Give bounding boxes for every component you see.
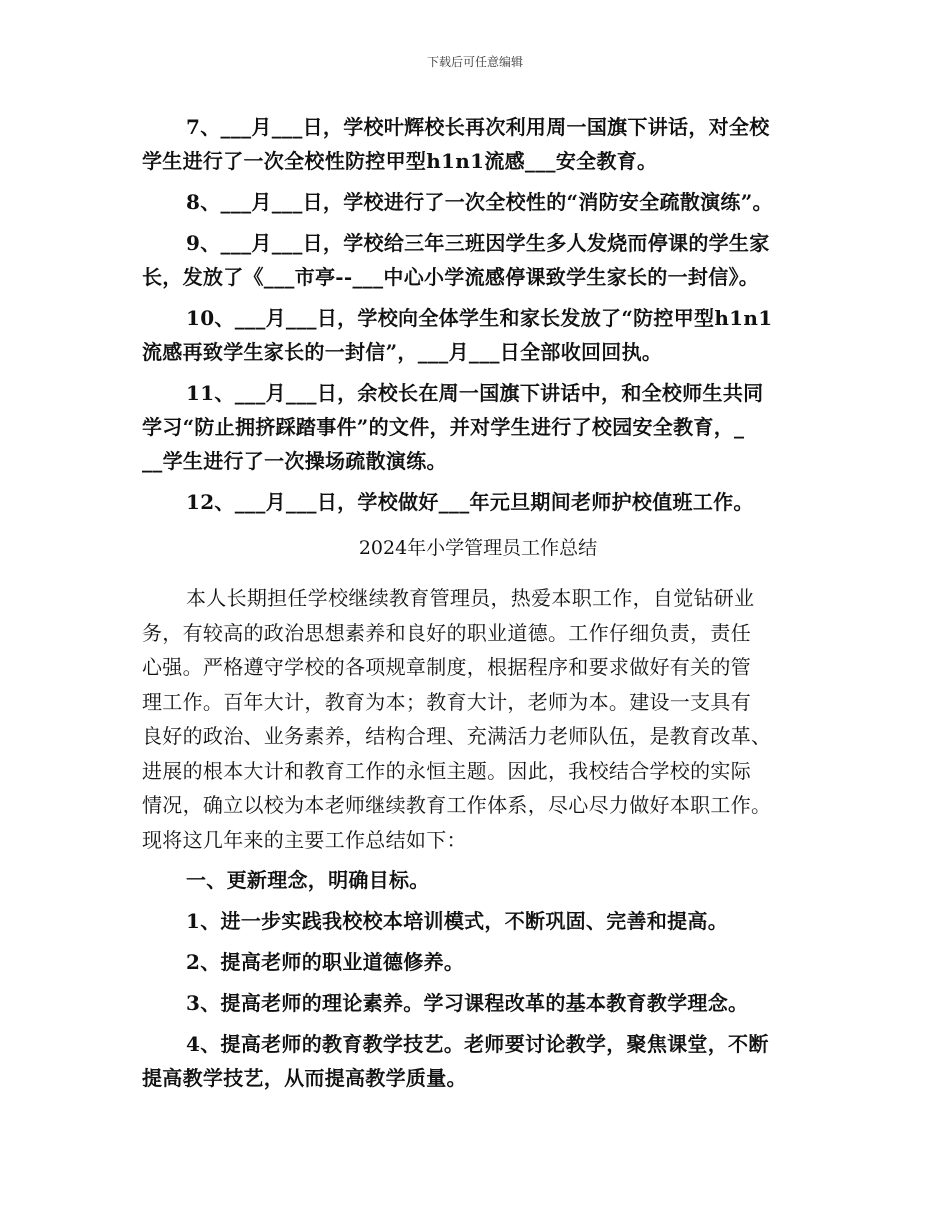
text-line: 12、___月___日，学校做好___年元旦期间老师护校值班工作。 [186, 490, 754, 514]
text-line: 学习“防止拥挤踩踏事件”的文件，并对学生进行了校园安全教育，_ [142, 415, 745, 439]
section-heading: 一、更新理念，明确目标。 [186, 868, 430, 892]
text-line: 7、___月___日，学校叶辉校长再次利用周一国旗下讲话，对全校 [186, 115, 770, 139]
text-line: 4、提高老师的教育教学技艺。老师要讨论教学，聚焦课堂，不断 [186, 1032, 769, 1056]
article-intro [142, 581, 814, 857]
list-item [142, 110, 814, 178]
list-item [142, 986, 814, 1020]
list-item [142, 945, 814, 979]
text-line: 理工作。百年大计，教育为本；教育大计，老师为本。建设一支具有 [142, 689, 751, 714]
text-line: 本人长期担任学校继续教育管理员，热爱本职工作，自觉钻研业 [186, 586, 755, 610]
text-line: 进展的根本大计和教育工作的永恒主题。因此，我校结合学校的实际 [142, 758, 751, 783]
list-item [142, 485, 814, 519]
text-line: 长，发放了《___市亭--___中心小学流感停课致学生家长的一封信》。 [142, 265, 760, 289]
text-line: 10、___月___日，学校向全体学生和家长发放了“防控甲型h1n1 [186, 306, 773, 330]
text-line: 2、提高老师的职业道德修养。 [186, 950, 465, 974]
text-line: __学生进行了一次操场疏散演练。 [142, 449, 447, 473]
text-line: 良好的政治、业务素养，结构合理、充满活力老师队伍，是教育改革、 [142, 724, 772, 748]
list-item [142, 226, 814, 294]
list-item [142, 1027, 814, 1095]
list-item [142, 185, 814, 219]
document-content [142, 110, 814, 1102]
list-item [142, 904, 814, 938]
text-line: 1、进一步实践我校校本培训模式，不断巩固、完善和提高。 [186, 909, 729, 933]
list-item [142, 376, 814, 478]
text-line: 现将这几年来的主要工作总结如下： [142, 827, 467, 852]
list-item [142, 301, 814, 369]
article-title: 2024年小学管理员工作总结 [358, 537, 598, 559]
text-line: 学生进行了一次全校性防控甲型h1n1流感___安全教育。 [142, 149, 658, 173]
section-heading-block [142, 863, 814, 897]
page-header: 下载后可任意编辑 [426, 55, 523, 69]
text-line: 11、___月___日，余校长在周一国旗下讲话中，和全校师生共同 [186, 381, 764, 405]
text-line: 心强。严格遵守学校的各项规章制度，根据程序和要求做好有关的管 [142, 655, 751, 679]
text-line: 9、___月___日，学校给三年三班因学生多人发烧而停课的学生家 [186, 231, 770, 255]
text-line: 情况，确立以校为本老师继续教育工作体系，尽心尽力做好本职工作。 [142, 793, 772, 817]
text-line: 8、___月___日，学校进行了一次全校性的“消防安全疏散演练”。 [186, 190, 773, 214]
text-line: 务，有较高的政治思想素养和良好的职业道德。工作仔细负责，责任 [142, 620, 751, 645]
text-line: 提高教学技艺，从而提高教学质量。 [142, 1066, 467, 1090]
text-line: 3、提高老师的理论素养。学习课程改革的基本教育教学理念。 [186, 991, 749, 1015]
text-line: 流感再致学生家长的一封信”，___月___日全部收回回执。 [142, 340, 663, 364]
